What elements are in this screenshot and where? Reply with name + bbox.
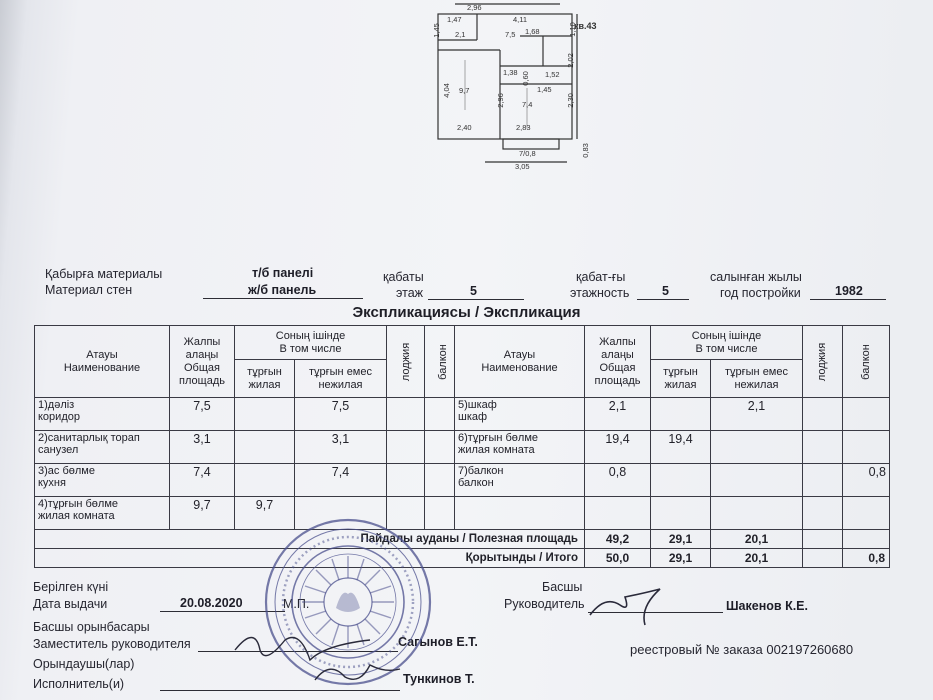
room-nonliving <box>711 497 803 530</box>
head-signature <box>585 585 695 630</box>
room-name: 4)тұрғын бөлме жилая комната <box>35 497 170 530</box>
room-nonliving: 7,5 <box>295 398 387 431</box>
plan-dim: 2,30 <box>565 93 575 108</box>
useful-area-balcony <box>843 530 890 549</box>
room-balcony <box>843 431 890 464</box>
executor-label-kz: Орындаушы(лар) <box>33 657 135 671</box>
wall-value-1: т/б панелі <box>252 266 314 280</box>
room-balcony <box>843 497 890 530</box>
table-row <box>35 398 890 431</box>
room-total: 2,1 <box>585 398 651 431</box>
col-total-header: Жалпы алаңы Общая площадь <box>170 326 235 398</box>
useful-area-living: 29,1 <box>651 530 711 549</box>
plan-dim: 2,96 <box>467 3 482 12</box>
useful-area-loggia <box>803 530 843 549</box>
col-loggia-header: лоджия <box>803 326 843 398</box>
wall-label-ru: Материал стен <box>45 283 133 297</box>
room-living <box>235 464 295 497</box>
total-label: Қорытынды / Итого <box>35 549 585 568</box>
floor-label-kz: қабаты <box>383 270 424 284</box>
room-living <box>651 464 711 497</box>
room-balcony <box>425 431 455 464</box>
executor-name: Тункинов Т. <box>403 672 475 686</box>
plan-dim: 7,5 <box>505 30 516 39</box>
issued-date: 20.08.2020 <box>180 596 243 610</box>
plan-dim: 1,10 <box>567 22 577 37</box>
col-nonliving-header: тұрғын емес нежилая <box>295 360 387 398</box>
room-balcony <box>425 464 455 497</box>
wall-label-kz: Қабырға материалы <box>45 267 163 281</box>
plan-dim: 9,7 <box>459 86 470 95</box>
head-label-ru: Руководитель <box>504 597 585 611</box>
total-row <box>35 549 890 568</box>
room-living <box>235 431 295 464</box>
room-name: 6)тұрғын бөлме жилая комната <box>455 431 585 464</box>
floors-value: 5 <box>662 284 669 298</box>
col-including-header: Соның ішінде В том числе <box>235 326 387 360</box>
table-row <box>35 431 890 464</box>
room-total: 19,4 <box>585 431 651 464</box>
issued-label-ru: Дата выдачи <box>33 597 108 611</box>
col-total-header: Жалпы алаңы Общая площадь <box>585 326 651 398</box>
room-living <box>235 398 295 431</box>
room-total: 7,5 <box>170 398 235 431</box>
col-name-header: Атауы Наименование <box>455 326 585 398</box>
col-balcony-header: балкон <box>843 326 890 398</box>
plan-dim: 1,45 <box>537 85 552 94</box>
room-total: 7,4 <box>170 464 235 497</box>
useful-area-row <box>35 530 890 549</box>
col-living-header: тұрғын жилая <box>651 360 711 398</box>
deputy-name: Сагынов Е.Т. <box>398 635 478 649</box>
room-balcony <box>425 398 455 431</box>
col-nonliving-header: тұрғын емес нежилая <box>711 360 803 398</box>
room-loggia <box>803 497 843 530</box>
room-name: 3)ас бөлме кухня <box>35 464 170 497</box>
year-label-kz: салынған жылы <box>710 270 802 284</box>
room-nonliving: 2,1 <box>711 398 803 431</box>
col-living-header: тұрғын жилая <box>235 360 295 398</box>
year-value: 1982 <box>835 284 863 298</box>
year-label-ru: год постройки <box>720 286 801 300</box>
room-loggia <box>803 398 843 431</box>
floor-value: 5 <box>470 284 477 298</box>
floors-label-kz: қабат-ғы <box>576 270 626 284</box>
room-loggia <box>387 398 425 431</box>
plan-dim: 0,83 <box>580 143 590 158</box>
executor-signature <box>310 655 405 690</box>
room-loggia <box>803 431 843 464</box>
explication-title: Экспликациясы / Экспликация <box>352 304 581 321</box>
plan-dim: 1,47 <box>447 15 462 24</box>
useful-area-total: 49,2 <box>585 530 651 549</box>
room-total <box>585 497 651 530</box>
room-name: 2)санитарлық торап санузел <box>35 431 170 464</box>
room-balcony <box>843 398 890 431</box>
total-nonliving: 20,1 <box>711 549 803 568</box>
room-loggia <box>387 464 425 497</box>
plan-dim: 2,83 <box>516 123 531 132</box>
room-name: 1)дәліз коридор <box>35 398 170 431</box>
col-balcony-header: балкон <box>425 326 455 398</box>
plan-dim: 7/0,8 <box>519 149 536 158</box>
room-nonliving <box>711 431 803 464</box>
room-living: 19,4 <box>651 431 711 464</box>
plan-dim: 3,05 <box>515 162 530 171</box>
table-row <box>35 497 890 530</box>
issued-label-kz: Берілген күні <box>33 580 109 594</box>
total-living: 29,1 <box>651 549 711 568</box>
room-living <box>651 398 711 431</box>
executor-label-ru: Исполнитель(и) <box>33 677 125 691</box>
room-living: 9,7 <box>235 497 295 530</box>
room-nonliving <box>711 464 803 497</box>
room-name: 5)шкаф шкаф <box>455 398 585 431</box>
order-number: реестровый № заказа 002197260680 <box>630 642 854 657</box>
plan-dim: 2,02 <box>565 53 575 68</box>
room-total: 0,8 <box>585 464 651 497</box>
plan-dim: 4,11 <box>513 15 528 24</box>
plan-dim: 1,38 <box>503 68 518 77</box>
plan-dim: 1,52 <box>545 70 560 79</box>
plan-dim: 2,96 <box>495 93 505 108</box>
useful-area-nonliving: 20,1 <box>711 530 803 549</box>
floors-label-ru: этажность <box>570 286 630 300</box>
room-name: 7)балкон балкон <box>455 464 585 497</box>
plan-dim: 4,04 <box>441 83 451 98</box>
col-name-header: Атауы Наименование <box>35 326 170 398</box>
total-balcony: 0,8 <box>843 549 890 568</box>
room-loggia <box>387 431 425 464</box>
room-balcony: 0,8 <box>843 464 890 497</box>
stamp-place-label: М.П. <box>283 597 310 611</box>
table-row <box>35 464 890 497</box>
room-total: 9,7 <box>170 497 235 530</box>
plan-dim: 7,4 <box>522 100 533 109</box>
col-including-header: Соның ішінде В том числе <box>651 326 803 360</box>
plan-dim: 2,1 <box>455 30 466 39</box>
total-loggia <box>803 549 843 568</box>
deputy-label-ru: Заместитель руководителя <box>33 637 191 651</box>
plan-dim: 1,45 <box>431 23 441 38</box>
plan-dim: 0,60 <box>520 71 530 86</box>
floor-label-ru: этаж <box>396 286 424 300</box>
room-nonliving: 7,4 <box>295 464 387 497</box>
plan-unit-label: кв.43 <box>574 21 597 31</box>
plan-dim: 2,40 <box>457 123 472 132</box>
room-loggia <box>803 464 843 497</box>
useful-area-label: Пайдалы ауданы / Полезная площадь <box>35 530 585 549</box>
room-name <box>455 497 585 530</box>
room-living <box>651 497 711 530</box>
col-loggia-header: лоджия <box>387 326 425 398</box>
room-nonliving: 3,1 <box>295 431 387 464</box>
wall-value-2: ж/б панель <box>248 283 317 297</box>
deputy-label-kz: Басшы орынбасары <box>33 620 150 634</box>
plan-dim: 1,68 <box>525 27 540 36</box>
total-total: 50,0 <box>585 549 651 568</box>
room-total: 3,1 <box>170 431 235 464</box>
explication-table <box>34 325 890 568</box>
head-name: Шакенов К.Е. <box>726 599 808 613</box>
floor-plan-labels <box>425 0 615 175</box>
head-label-kz: Басшы <box>542 580 583 594</box>
